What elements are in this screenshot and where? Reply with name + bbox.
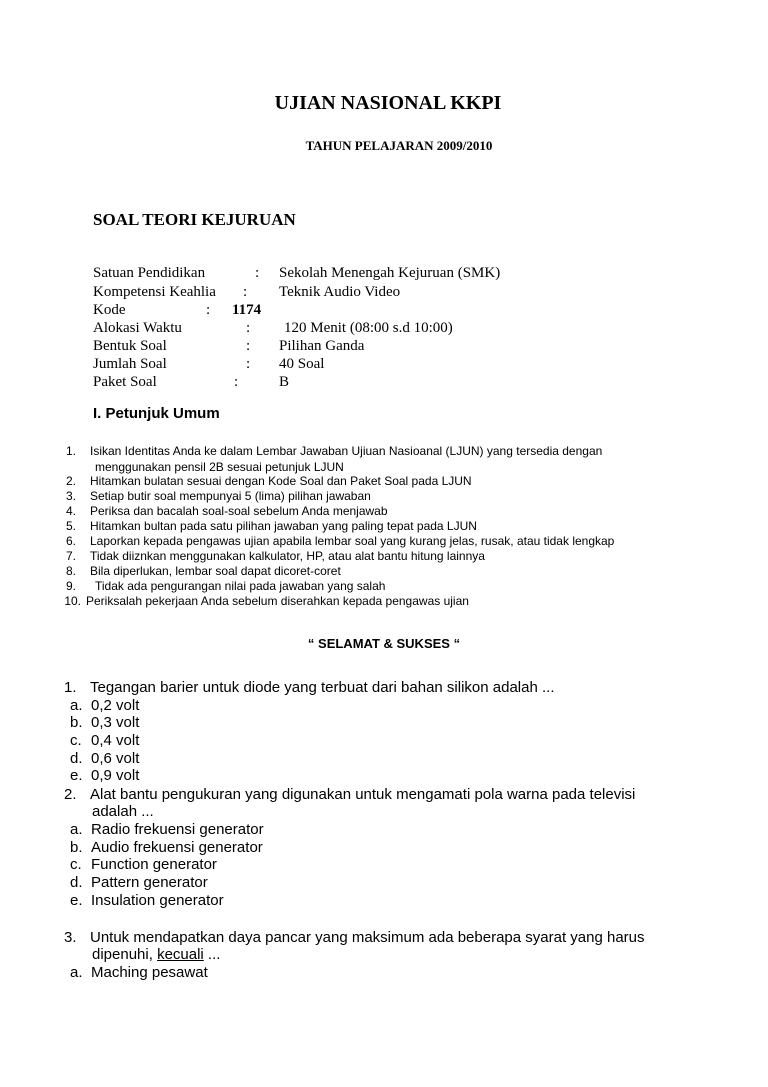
- question-text: Tegangan barier untuk diode yang terbuat dari bahan silikon adalah ...: [90, 679, 555, 696]
- list-number: 7.: [65, 549, 76, 563]
- option-letter: e.: [70, 767, 83, 784]
- page-subtitle: TAHUN PELAJARAN 2009/2010: [305, 138, 493, 153]
- option-letter: c.: [70, 856, 82, 873]
- list-number: 8.: [65, 564, 76, 578]
- question-text-continuation: [92, 946, 220, 963]
- info-colon: :: [246, 356, 251, 372]
- info-value: 1174: [232, 302, 262, 318]
- info-value: 120 Menit (08:00 s.d 10:00): [284, 320, 453, 336]
- list-item: Periksalah pekerjaan Anda sebelum diserahkan kepada pengawas ujian: [86, 594, 469, 608]
- option-text: Function generator: [91, 856, 217, 873]
- option-text: 0,3 volt: [91, 714, 140, 731]
- option-letter: b.: [70, 714, 83, 731]
- info-label: Bentuk Soal: [93, 338, 167, 354]
- option-letter: c.: [70, 732, 82, 749]
- continuation-pre: dipenuhi,: [92, 946, 158, 963]
- info-label: Alokasi Waktu: [93, 320, 182, 336]
- info-value: 40 Soal: [279, 356, 325, 372]
- info-label: Kompetensi Keahlia: [93, 284, 216, 300]
- info-colon: :: [243, 284, 248, 300]
- option-letter: a.: [70, 821, 83, 838]
- list-item: Laporkan kepada pengawas ujian apabila lembar soal yang kurang jelas, rusak, atau tidak lengkap: [90, 534, 615, 548]
- option-letter: d.: [70, 874, 83, 891]
- question-number: 1.: [64, 679, 77, 696]
- info-value: B: [279, 374, 290, 390]
- list-item: Tidak diiznkan menggunakan kalkulator, HP, atau alat bantu hitung lainnya: [90, 549, 485, 563]
- option-letter: a.: [70, 964, 83, 981]
- info-value: Pilihan Ganda: [279, 338, 365, 354]
- section-heading-soal: SOAL TEORI KEJURUAN: [93, 210, 296, 229]
- question-number: 3.: [64, 929, 77, 946]
- list-number: 9.: [65, 579, 76, 593]
- list-item: Periksa dan bacalah soal-soal sebelum Anda menjawab: [90, 504, 388, 518]
- option-letter: a.: [70, 697, 83, 714]
- list-number: 2.: [65, 474, 76, 488]
- option-text: Radio frekuensi generator: [91, 821, 264, 838]
- option-letter: e.: [70, 892, 83, 909]
- list-number: 3.: [65, 489, 76, 503]
- info-colon: :: [206, 302, 211, 318]
- question-text-continuation: adalah ...: [92, 803, 154, 820]
- continuation-post: ...: [203, 946, 221, 963]
- emphasis-kecuali: kecuali: [157, 946, 204, 963]
- option-letter: b.: [70, 839, 83, 856]
- question-text: Untuk mendapatkan daya pancar yang maksimum ada beberapa syarat yang harus: [90, 929, 645, 946]
- option-text: 0,2 volt: [91, 697, 140, 714]
- list-number: 5.: [65, 519, 76, 533]
- greeting-banner: “ SELAMAT & SUKSES “: [307, 636, 461, 651]
- list-item: Hitamkan bulatan sesuai dengan Kode Soal dan Paket Soal pada LJUN: [90, 474, 472, 488]
- option-text: 0,6 volt: [91, 750, 140, 767]
- info-value: Sekolah Menengah Kejuruan (SMK): [279, 265, 501, 281]
- list-item: Bila diperlukan, lembar soal dapat dicoret-coret: [90, 564, 341, 578]
- section-heading-petunjuk: I. Petunjuk Umum: [93, 405, 220, 422]
- option-text: Audio frekuensi generator: [91, 839, 263, 856]
- info-value: Teknik Audio Video: [279, 284, 401, 300]
- option-letter: d.: [70, 750, 83, 767]
- list-item: Hitamkan bultan pada satu pilihan jawaban yang paling tepat pada LJUN: [90, 519, 477, 533]
- info-label: Kode: [93, 302, 126, 318]
- list-item: Setiap butir soal mempunyai 5 (lima) pilihan jawaban: [90, 489, 371, 503]
- option-text: Pattern generator: [91, 874, 208, 891]
- option-text: Maching pesawat: [91, 964, 208, 981]
- list-number: 6.: [65, 534, 76, 548]
- info-colon: :: [246, 320, 251, 336]
- info-label: Jumlah Soal: [93, 356, 167, 372]
- list-number: 1.: [65, 444, 76, 458]
- question-text: Alat bantu pengukuran yang digunakan untuk mengamati pola warna pada televisi: [90, 786, 636, 803]
- list-item-continuation: menggunakan pensil 2B sesuai petunjuk LJUN: [95, 460, 344, 474]
- info-label: Paket Soal: [93, 374, 157, 390]
- info-colon: :: [246, 338, 251, 354]
- option-text: 0,9 volt: [91, 767, 140, 784]
- page-title: UJIAN NASIONAL KKPI: [274, 92, 502, 114]
- list-item: Tidak ada pengurangan nilai pada jawaban yang salah: [95, 579, 386, 593]
- info-label: Satuan Pendidikan: [93, 265, 206, 281]
- question-number: 2.: [64, 786, 77, 803]
- option-text: 0,4 volt: [91, 732, 140, 749]
- option-text: Insulation generator: [91, 892, 224, 909]
- info-colon: :: [255, 265, 260, 281]
- list-number: 10.: [64, 594, 81, 608]
- list-number: 4.: [65, 504, 76, 518]
- list-item: Isikan Identitas Anda ke dalam Lembar Jawaban Ujiuan Nasioanal (LJUN) yang tersedia dengan: [90, 444, 603, 458]
- info-colon: :: [234, 374, 239, 390]
